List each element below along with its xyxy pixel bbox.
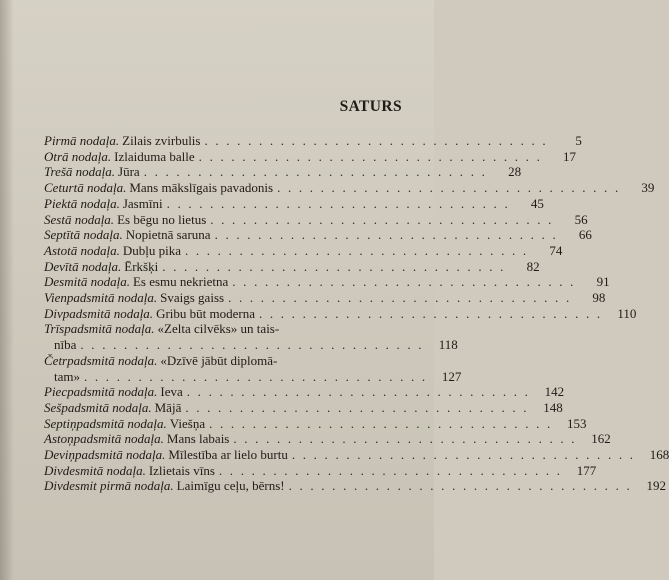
toc-entry-row [44,447,669,463]
toc-entry-heading [44,384,183,400]
toc-entry-heading [44,400,181,416]
toc-entry-row [44,478,666,494]
dot-leader: . . . . . . . . . . . . . . . . . . . . . . . . . . . . . . . . [162,258,506,274]
chapter-label: Sestā nodaļa. [44,211,115,227]
toc-entry-row [44,180,655,196]
toc-entry [44,211,588,228]
toc-entry-row [44,399,563,416]
chapter-title: «Dzīvē jābūt diplomā- [160,352,278,368]
chapter-title: Dubļu pika [122,242,181,258]
toc-entry-row [44,290,606,306]
toc-entry-heading [44,290,224,306]
toc-entry-heading [44,164,140,180]
chapter-label: Divpadsmitā nodaļa. [44,305,154,321]
toc-entry-heading [44,243,181,259]
toc-entry-row [44,415,587,432]
page-number: 153 [566,415,587,431]
page-number: 5 [575,133,582,148]
toc-entry [44,415,587,432]
chapter-label: Desmitā nodaļa. [44,274,130,290]
toc-entry-heading [44,306,255,322]
toc-entry [44,274,610,290]
dot-leader: . . . . . . . . . . . . . . . . . . . . . . . . . . . . . . . . [209,415,553,431]
page-number: 56 [574,211,588,227]
chapter-title: Es esmu nekrietna [132,274,229,290]
chapter-title: Izlietais vīns [148,462,215,478]
page-number: 142 [544,384,565,400]
chapter-title: Zilais zvirbulis [122,133,201,148]
chapter-label: Pirmā nodaļa. [44,133,120,148]
page-number: 118 [438,337,458,353]
toc-entry [44,352,462,384]
page-number: 98 [592,290,606,306]
dot-leader: . . . . . . . . . . . . . . . . . . . . . . . . . . . . . . . . [232,274,576,290]
toc-entry-heading [44,133,200,149]
chapter-title: Izlaiduma balle [114,148,195,164]
chapter-label: Devītā nodaļa. [44,258,122,274]
toc-entry [44,305,637,322]
toc-entry-row [44,321,404,337]
page-number: 82 [526,258,540,274]
chapter-label: Septiņpadsmitā nodaļa. [44,415,167,431]
dot-leader: . . . . . . . . . . . . . . . . . . . . . . . . . . . . . . . . [204,133,548,148]
chapter-title: «Zelta cilvēks» un tais- [157,321,280,337]
dot-leader: . . . . . . . . . . . . . . . . . . . . . . . . . . . . . . . . [214,227,558,243]
toc-entry-row [44,133,582,149]
dot-leader: . . . . . . . . . . . . . . . . . . . . . . . . . . . . . . . . [198,148,543,164]
chapter-title: Mans mākslīgais pavadonis [129,180,274,196]
chapter-label: Trešā nodaļa. [44,164,116,180]
chapter-title: Viešņa [169,415,206,431]
page-number: 148 [543,399,563,415]
chapter-label: Ceturtā nodaļa. [44,180,127,196]
chapter-label: Otrā nodaļa. [44,148,112,164]
chapter-title: Jasmīni [122,195,163,211]
chapter-title: Mans labais [166,431,230,447]
page-number: 39 [641,180,655,196]
dot-leader: . . . . . . . . . . . . . . . . . . . . . . . . . . . . . . . . [166,195,510,211]
dot-leader: . . . . . . . . . . . . . . . . . . . . . . . . . . . . . . . . [288,478,632,494]
contents-heading: SATURS [339,98,402,115]
dot-leader: . . . . . . . . . . . . . . . . . . . . . . . . . . . . . . . . [218,462,563,478]
dot-leader: . . . . . . . . . . . . . . . . . . . . . . . . . . . . . . . . [184,242,529,258]
page-number: 74 [549,242,563,258]
toc-entry [44,399,563,416]
toc-entry [44,321,458,353]
toc-entry-heading [44,227,211,243]
toc-entry-row [44,274,610,290]
chapter-label: Astoņpadsmitā nodaļa. [44,431,164,447]
chapter-label: Trīspadsmitā nodaļa. [44,321,155,337]
dot-leader: . . . . . . . . . . . . . . . . . . . . . . . . . . . . . . . . [185,399,529,415]
toc-entry-heading [44,196,163,212]
toc-entry-row [44,337,458,353]
chapter-title: Nopietnā saruna [125,227,211,243]
page-number: 91 [596,274,610,290]
chapter-label: Divdesmit pirmā nodaļa. [44,478,174,494]
chapter-label: Piecpadsmitā nodaļa. [44,384,158,400]
dot-leader: . . . . . . . . . . . . . . . . . . . . . . . . . . . . . . . . [258,305,603,321]
toc-entry-heading [44,180,273,196]
dot-leader: . . . . . . . . . . . . . . . . . . . . . . . . . . . . . . . . [228,290,572,306]
toc-entry-row [44,462,597,479]
dot-leader: . . . . . . . . . . . . . . . . . . . . . . . . . . . . . . . . [143,164,488,180]
chapter-title: Svaigs gaiss [160,290,225,306]
chapter-title-continuation: nība [54,337,77,353]
toc-entry [44,447,669,463]
page-number: 66 [578,227,592,243]
chapter-title-continuation: tam» [54,368,80,384]
chapter-label: Vienpadsmitā nodaļa. [44,290,158,306]
toc-entry-row [44,227,592,243]
toc-entry-heading [44,463,215,479]
page-number: 45 [530,195,544,211]
dot-leader: . . . . . . . . . . . . . . . . . . . . . . . . . . . . . . . . [233,431,577,447]
toc-entry [44,384,565,400]
toc-entry [44,180,655,196]
page-gutter-shadow [0,0,14,580]
toc-entry-heading [44,478,285,494]
toc-entry-row [44,258,540,275]
chapter-label: Divdesmitā nodaļa. [44,462,146,478]
page-number: 28 [508,164,522,180]
chapter-label: Piektā nodaļa. [44,195,120,211]
chapter-title: Laimīgu ceļu, bērns! [176,478,285,494]
toc-entry [44,133,582,149]
toc-entry-row [44,148,577,165]
toc-entry-heading [44,321,279,337]
page-number: 162 [591,431,611,447]
chapter-title: Mājā [154,399,182,415]
page-number: 177 [576,462,597,478]
toc-entry [44,258,540,275]
chapter-title: Gribu būt moderna [156,305,255,321]
page-number: 17 [563,148,577,164]
chapter-title: Mīlestība ar lielo burtu [168,447,288,463]
dot-leader: . . . . . . . . . . . . . . . . . . . . . . . . . . . . . . . . [186,384,531,400]
toc-entry-row [44,242,563,259]
dot-leader: . . . . . . . . . . . . . . . . . . . . . . . . . . . . . . . . [277,180,621,196]
toc-entry-heading [44,447,288,463]
page-number: 110 [617,305,637,321]
dot-leader: . . . . . . . . . . . . . . . . . . . . . . . . . . . . . . . . [291,447,636,463]
toc-entry [44,478,666,494]
toc-entry [44,195,544,212]
toc-entry-row [44,368,462,385]
page-number: 192 [646,478,666,494]
dot-leader: . . . . . . . . . . . . . . . . . . . . . . . . . . . . . . . . [84,368,428,384]
chapter-title: Ērkšķi [124,258,159,274]
toc-entry-heading [44,353,277,369]
table-of-contents [44,133,669,494]
toc-entry-heading [44,212,206,228]
toc-entry-row [44,353,404,369]
chapter-title: Jūra [118,164,140,180]
toc-entry [44,290,606,306]
toc-entry [44,148,577,165]
chapter-label: Sešpadsmitā nodaļa. [44,399,152,415]
toc-entry-row [44,211,588,228]
chapter-title: Ieva [160,384,183,400]
toc-entry [44,242,563,259]
toc-entry-heading [44,416,205,432]
toc-entry [44,164,522,180]
chapter-title: Es bēgu no lietus [117,211,207,227]
toc-entry-row [44,431,611,447]
toc-entry-heading [44,274,228,290]
toc-entry-heading [44,259,158,275]
toc-entry-row [44,164,522,180]
dot-leader: . . . . . . . . . . . . . . . . . . . . . . . . . . . . . . . . [80,337,424,353]
chapter-label: Septītā nodaļa. [44,227,123,243]
toc-entry [44,431,611,447]
chapter-label: Četrpadsmitā nodaļa. [44,352,158,368]
toc-entry-row [44,384,565,400]
toc-entry [44,462,597,479]
toc-entry-heading [44,431,229,447]
toc-entry [44,227,592,243]
toc-entry-heading [44,149,195,165]
chapter-label: Deviņpadsmitā nodaļa. [44,447,166,463]
dot-leader: . . . . . . . . . . . . . . . . . . . . . . . . . . . . . . . . [210,211,554,227]
toc-entry-row [44,305,637,322]
toc-entry-row [44,195,544,212]
page-number: 127 [441,368,462,384]
page-number: 168 [649,447,669,463]
chapter-label: Astotā nodaļa. [44,242,120,258]
